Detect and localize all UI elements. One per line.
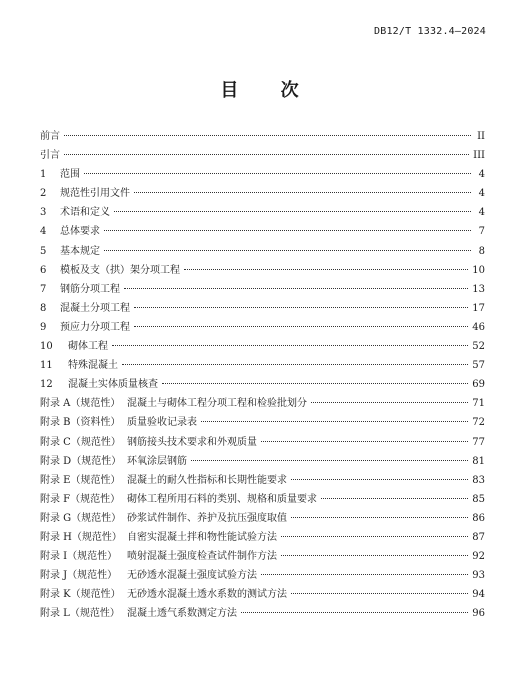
toc-entry-number: 1	[40, 169, 47, 181]
toc-entry-title: 基本规定	[60, 245, 100, 257]
toc-entry-title: 钢筋接头技术要求和外观质量	[127, 436, 257, 448]
toc-entry-title: 引言	[40, 150, 60, 162]
toc-dot-leader	[291, 517, 468, 518]
toc-entry-number: 附录 B（资料性）	[40, 417, 121, 429]
toc-page-number: 94	[472, 589, 485, 601]
toc-entry[interactable]	[40, 413, 485, 432]
toc-page-number: 92	[472, 551, 485, 563]
toc-entry-number: 3	[40, 207, 47, 219]
toc-dot-leader	[134, 192, 471, 193]
document-code: DB12/T 1332.4—2024	[374, 26, 486, 37]
toc-entry-title: 特殊混凝土	[68, 360, 118, 372]
toc-dot-leader	[114, 211, 471, 212]
toc-dot-leader	[162, 383, 468, 384]
toc-entry[interactable]	[40, 490, 485, 509]
toc-dot-leader	[291, 479, 468, 480]
toc-entry-number: 附录 A（规范性）	[40, 398, 121, 410]
toc-entry-title: 喷射混凝土强度检查试件制作方法	[127, 551, 277, 563]
toc-dot-leader	[281, 536, 468, 537]
toc-entry-title: 质量验收记录表	[127, 417, 197, 429]
toc-entry-title: 混凝土透气系数测定方法	[127, 608, 237, 620]
toc-entry-number: 2	[40, 188, 47, 200]
toc-entry-title: 砌体工程	[68, 341, 108, 353]
toc-entry-number: 7	[40, 283, 47, 295]
toc-entry[interactable]	[40, 222, 485, 241]
toc-entry-title: 混凝土分项工程	[60, 302, 130, 314]
toc-entry[interactable]	[40, 184, 485, 203]
toc-entry[interactable]	[40, 547, 485, 566]
toc-dot-leader	[134, 307, 468, 308]
toc-page-number: 85	[472, 493, 485, 505]
toc-entry-title: 环氧涂层钢筋	[127, 455, 187, 467]
toc-dot-leader	[134, 326, 468, 327]
toc-dot-leader	[104, 230, 471, 231]
toc-entry[interactable]	[40, 452, 485, 471]
toc-entry-number: 8	[40, 302, 47, 314]
toc-entry[interactable]	[40, 509, 485, 528]
toc-entry-number: 附录 D（规范性）	[40, 455, 122, 467]
toc-entry[interactable]	[40, 394, 485, 413]
toc-entry-number: 12	[40, 379, 53, 391]
toc-entry[interactable]	[40, 433, 485, 452]
toc-entry-title: 范围	[60, 169, 80, 181]
toc-page-number: 69	[472, 379, 485, 391]
toc-dot-leader	[261, 574, 468, 575]
toc-entry[interactable]	[40, 356, 485, 375]
toc-entry-title: 模板及支（拱）架分项工程	[60, 264, 180, 276]
toc-page-number: 93	[472, 570, 485, 582]
toc-entry-title: 预应力分项工程	[60, 321, 130, 333]
toc-entry-number: 附录 G（规范性）	[40, 512, 122, 524]
toc-dot-leader	[311, 402, 468, 403]
toc-dot-leader	[321, 498, 468, 499]
toc-entry[interactable]	[40, 337, 485, 356]
toc-dot-leader	[64, 154, 469, 155]
toc-entry-number: 5	[40, 245, 47, 257]
toc-dot-leader	[291, 593, 468, 594]
toc-page-number: 46	[472, 321, 485, 333]
toc-dot-leader	[201, 421, 468, 422]
toc-entry-title: 砌体工程所用石料的类别、规格和质量要求	[127, 493, 317, 505]
toc-page-number: II	[477, 131, 485, 142]
toc-entry[interactable]	[40, 318, 485, 337]
toc-page-number: III	[473, 150, 485, 162]
toc-page-number: 57	[472, 360, 485, 372]
toc-entry-number: 附录 H（规范性）	[40, 531, 122, 543]
toc-page-number: 8	[478, 245, 485, 257]
toc-page-number: 10	[472, 264, 485, 276]
page-title: 目 次	[220, 80, 317, 101]
toc-page-number: 87	[472, 531, 485, 543]
toc-dot-leader	[64, 135, 471, 136]
toc-entry-number: 6	[40, 264, 47, 276]
toc-entry-number: 11	[40, 360, 53, 372]
toc-entry-title: 无砂透水混凝土强度试验方法	[127, 570, 257, 582]
toc-entry[interactable]	[40, 528, 485, 547]
toc-dot-leader	[104, 250, 471, 251]
toc-page-number: 83	[472, 474, 485, 486]
toc-dot-leader	[241, 612, 468, 613]
toc-entry[interactable]	[40, 471, 485, 490]
toc-entry[interactable]	[40, 261, 485, 280]
toc-entry-number: 附录 F（规范性）	[40, 493, 121, 505]
toc-entry[interactable]	[40, 375, 485, 394]
toc-page-number: 4	[478, 207, 485, 219]
toc-entry-title: 自密实混凝土拌和物性能试验方法	[127, 531, 277, 543]
toc-entry-title: 总体要求	[60, 226, 100, 238]
toc-dot-leader	[124, 288, 468, 289]
table-of-contents	[40, 127, 485, 623]
toc-entry[interactable]	[40, 242, 485, 261]
toc-entry[interactable]	[40, 566, 485, 585]
toc-entry-title: 前言	[40, 131, 60, 142]
toc-entry[interactable]	[40, 203, 485, 222]
toc-entry[interactable]	[40, 299, 485, 318]
toc-entry-title: 混凝土的耐久性指标和长期性能要求	[127, 474, 287, 486]
toc-entry-number: 附录 C（规范性）	[40, 436, 121, 448]
toc-page-number: 52	[472, 341, 485, 353]
toc-dot-leader	[122, 364, 468, 365]
toc-page-number: 13	[472, 283, 485, 295]
toc-entry-title: 混凝土与砌体工程分项工程和检验批划分	[127, 398, 307, 410]
toc-dot-leader	[184, 269, 468, 270]
toc-entry-number: 9	[40, 321, 47, 333]
toc-entry-number: 附录 K（规范性）	[40, 589, 121, 601]
toc-page-number: 81	[472, 455, 485, 467]
toc-page-number: 4	[478, 188, 485, 200]
toc-page-number: 86	[472, 512, 485, 524]
toc-page-number: 4	[478, 169, 485, 181]
toc-entry[interactable]	[40, 165, 485, 184]
toc-entry[interactable]	[40, 127, 485, 146]
toc-entry-number: 附录 E（规范性）	[40, 474, 121, 486]
toc-entry-number: 4	[40, 226, 47, 238]
toc-page-number: 96	[472, 608, 485, 620]
toc-page-number: 17	[472, 302, 485, 314]
toc-entry[interactable]	[40, 585, 485, 604]
toc-entry-title: 钢筋分项工程	[60, 283, 120, 295]
toc-entry[interactable]	[40, 280, 485, 299]
toc-dot-leader	[112, 345, 468, 346]
toc-entry-title: 术语和定义	[60, 207, 110, 219]
toc-dot-leader	[84, 173, 471, 174]
toc-entry[interactable]	[40, 604, 485, 623]
toc-page-number: 7	[478, 226, 485, 238]
toc-entry-title: 无砂透水混凝土透水系数的测试方法	[127, 589, 287, 601]
toc-page-number: 77	[472, 436, 485, 448]
toc-entry-number: 附录 I（规范性）	[40, 551, 118, 563]
toc-entry[interactable]	[40, 146, 485, 165]
toc-entry-number: 附录 L（规范性）	[40, 608, 120, 620]
toc-entry-title: 砂浆试件制作、养护及抗压强度取值	[127, 512, 287, 524]
toc-dot-leader	[261, 441, 468, 442]
toc-dot-leader	[191, 460, 468, 461]
toc-entry-number: 附录 J（规范性）	[40, 570, 118, 582]
toc-dot-leader	[281, 555, 468, 556]
toc-page-number: 71	[472, 398, 485, 410]
toc-page-number: 72	[472, 417, 485, 429]
toc-entry-number: 10	[40, 341, 53, 353]
toc-entry-title: 规范性引用文件	[60, 188, 130, 200]
toc-entry-title: 混凝土实体质量核查	[68, 379, 158, 391]
